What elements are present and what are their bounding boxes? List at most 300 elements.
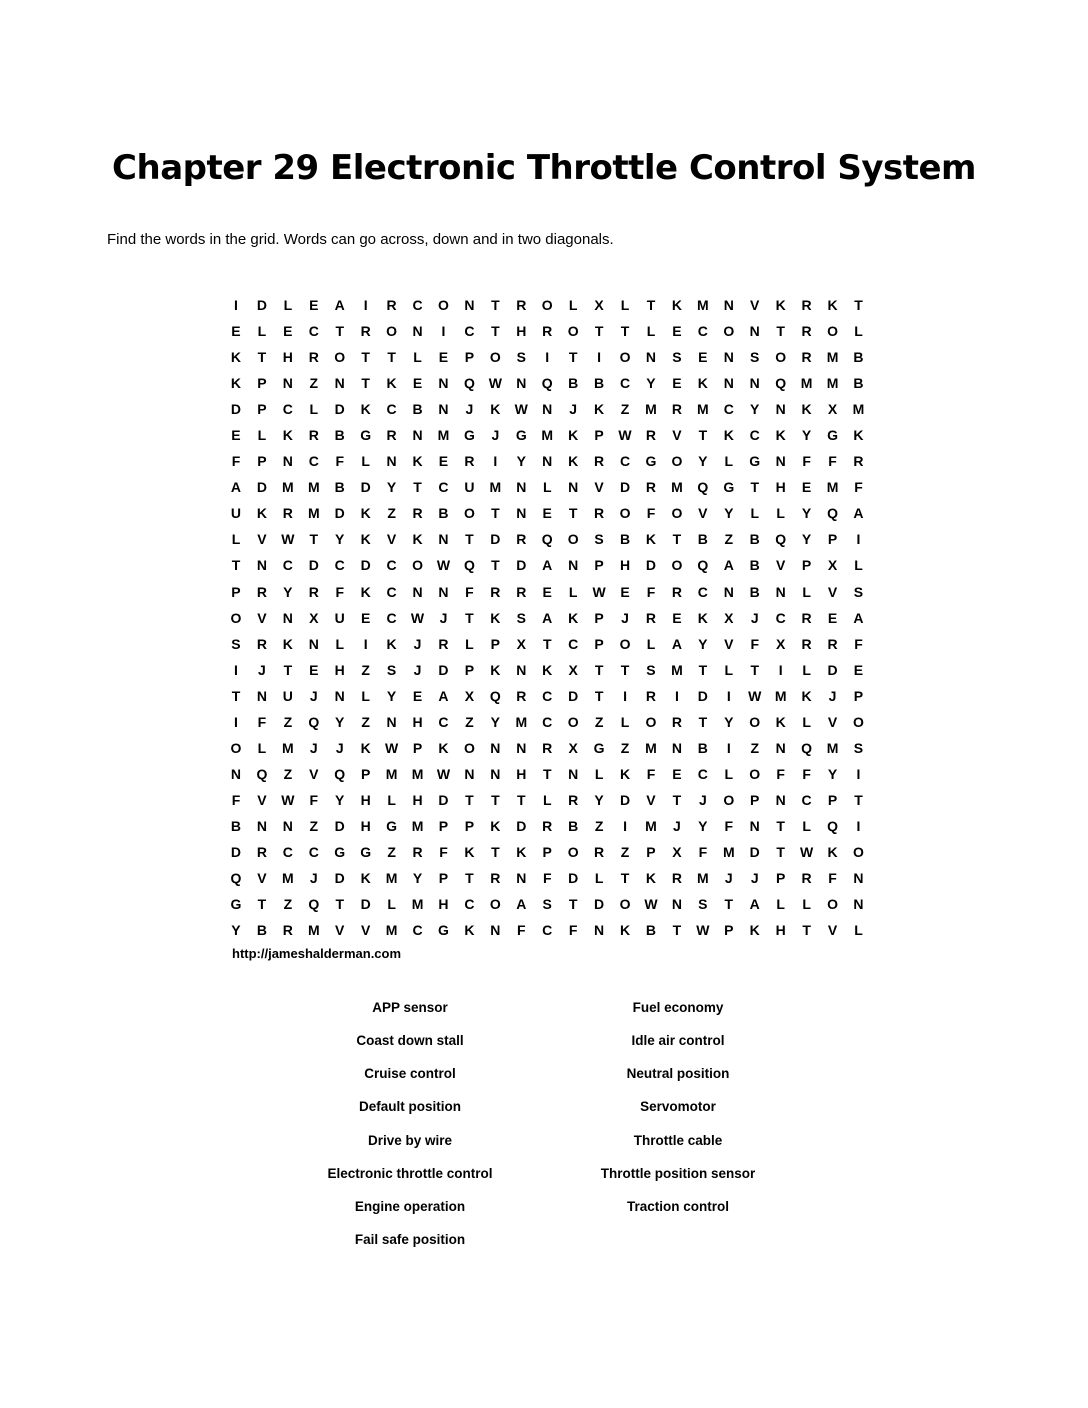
grid-letter: W bbox=[488, 375, 502, 392]
word-list-item: APP sensor bbox=[372, 1000, 448, 1015]
grid-letter: L bbox=[854, 323, 863, 340]
grid-letter: E bbox=[853, 661, 864, 678]
grid-letter: R bbox=[516, 687, 527, 704]
grid-letter: D bbox=[334, 870, 345, 887]
grid-letter: J bbox=[413, 635, 422, 652]
grid-letter: K bbox=[464, 844, 475, 860]
grid-letter: C bbox=[801, 791, 812, 808]
grid-letter: O bbox=[775, 349, 787, 366]
grid-letter: Q bbox=[308, 713, 320, 730]
grid-letter: T bbox=[465, 609, 474, 626]
grid-letter: T bbox=[491, 791, 500, 808]
word-list-item: Neutral position bbox=[626, 1066, 730, 1082]
grid-letter: M bbox=[411, 765, 424, 782]
grid-letter: K bbox=[490, 609, 501, 626]
grid-letter: W bbox=[384, 739, 399, 756]
grid-letter: N bbox=[386, 713, 397, 730]
grid-row bbox=[223, 370, 871, 396]
grid-letter: Z bbox=[594, 817, 604, 834]
grid-letter: B bbox=[594, 375, 605, 392]
grid-letter: Y bbox=[724, 713, 734, 730]
grid-letter: R bbox=[827, 635, 838, 652]
grid-letter: I bbox=[778, 661, 783, 678]
grid-letter: V bbox=[698, 505, 708, 522]
grid-letter: E bbox=[309, 661, 319, 678]
grid-letter: Y bbox=[724, 505, 734, 522]
grid-letter: K bbox=[360, 401, 371, 418]
grid-letter: R bbox=[645, 427, 657, 444]
grid-letter: R bbox=[282, 922, 293, 939]
grid-letter: I bbox=[234, 713, 238, 730]
grid-letter: X bbox=[594, 297, 604, 314]
grid-letter: L bbox=[646, 323, 656, 340]
grid-row bbox=[223, 448, 871, 474]
grid-letter: O bbox=[671, 505, 683, 522]
grid-letter: D bbox=[334, 505, 345, 522]
grid-letter: R bbox=[594, 453, 605, 470]
word-list-item: Default position bbox=[359, 1099, 461, 1115]
page-title: Chapter 29 Electronic Throttle Control System bbox=[112, 148, 976, 188]
grid-letter: D bbox=[256, 479, 267, 496]
grid-letter: G bbox=[463, 427, 475, 444]
grid-letter: Y bbox=[698, 635, 708, 652]
grid-letter: I bbox=[234, 661, 238, 678]
grid-letter: T bbox=[283, 661, 293, 678]
grid-letter: K bbox=[360, 583, 371, 600]
grid-letter: Q bbox=[308, 896, 320, 913]
grid-letter: M bbox=[411, 817, 424, 834]
grid-letter: P bbox=[464, 817, 475, 834]
grid-letter: T bbox=[776, 844, 785, 860]
grid-letter: N bbox=[723, 583, 734, 600]
grid-letter: D bbox=[230, 844, 242, 860]
grid-letter: C bbox=[723, 401, 734, 418]
grid-letter: Z bbox=[620, 401, 630, 418]
grid-letter: N bbox=[853, 870, 864, 887]
grid-letter: M bbox=[385, 922, 398, 939]
grid-letter: T bbox=[231, 687, 241, 704]
grid-letter: E bbox=[360, 609, 371, 626]
grid-letter: N bbox=[412, 427, 423, 444]
grid-letter: M bbox=[307, 922, 320, 939]
grid-row bbox=[223, 579, 871, 605]
grid-letter: D bbox=[594, 896, 605, 913]
grid-letter: T bbox=[620, 323, 630, 340]
grid-letter: F bbox=[517, 922, 526, 939]
grid-letter: P bbox=[231, 583, 241, 600]
grid-letter: O bbox=[463, 505, 475, 522]
grid-letter: R bbox=[516, 583, 527, 600]
grid-letter: P bbox=[801, 557, 812, 574]
grid-letter: Q bbox=[489, 687, 501, 704]
grid-letter: L bbox=[387, 896, 396, 913]
grid-letter: A bbox=[516, 896, 527, 913]
word-list-item: Electronic throttle control bbox=[327, 1165, 493, 1181]
grid-letter: Y bbox=[283, 583, 293, 600]
grid-letter: X bbox=[568, 661, 578, 678]
grid-letter: L bbox=[257, 323, 267, 340]
grid-letter: K bbox=[775, 297, 786, 314]
grid-letter: H bbox=[516, 323, 527, 340]
grid-letter: P bbox=[594, 635, 604, 652]
grid-letter: D bbox=[827, 661, 838, 678]
grid-letter: T bbox=[724, 896, 734, 913]
grid-letter: K bbox=[645, 531, 657, 548]
grid-letter: F bbox=[724, 817, 734, 834]
grid-letter: R bbox=[853, 453, 864, 470]
grid-letter: R bbox=[308, 583, 319, 600]
grid-row bbox=[223, 526, 871, 552]
grid-letter: F bbox=[828, 453, 837, 470]
grid-letter: T bbox=[672, 531, 682, 548]
grid-letter: R bbox=[464, 453, 475, 470]
grid-letter: N bbox=[723, 297, 734, 314]
grid-letter: P bbox=[464, 661, 475, 678]
grid-letter: N bbox=[775, 583, 786, 600]
word-list-item: Coast down stall bbox=[356, 1033, 464, 1049]
grid-letter: I bbox=[674, 687, 679, 704]
grid-letter: D bbox=[308, 557, 319, 574]
grid-letter: R bbox=[516, 297, 527, 314]
grid-letter: C bbox=[282, 844, 293, 860]
grid-letter: O bbox=[853, 713, 864, 730]
word-list-item: Idle air control bbox=[631, 1033, 725, 1049]
grid-letter: Y bbox=[386, 479, 397, 496]
grid-letter: V bbox=[386, 531, 397, 548]
grid-letter: L bbox=[802, 583, 811, 600]
grid-letter: D bbox=[490, 531, 501, 548]
grid-letter: M bbox=[826, 479, 839, 496]
grid-letter: T bbox=[620, 661, 630, 678]
grid-letter: Y bbox=[698, 453, 708, 470]
grid-letter: F bbox=[802, 765, 811, 782]
grid-letter: A bbox=[334, 297, 345, 314]
grid-letter: V bbox=[672, 427, 682, 444]
grid-letter: T bbox=[361, 375, 370, 392]
grid-letter: R bbox=[568, 791, 579, 808]
grid-letter: M bbox=[774, 687, 787, 704]
grid-letter: R bbox=[490, 583, 501, 600]
grid-letter: Q bbox=[827, 505, 838, 522]
grid-letter: P bbox=[594, 557, 604, 574]
grid-letter: O bbox=[489, 349, 501, 366]
grid-row bbox=[223, 292, 871, 318]
grid-letter: K bbox=[360, 870, 371, 887]
grid-letter: L bbox=[594, 765, 604, 782]
grid-letter: N bbox=[568, 479, 579, 496]
grid-letter: N bbox=[568, 557, 579, 574]
grid-letter: Y bbox=[827, 765, 838, 782]
grid-letter: F bbox=[568, 922, 578, 939]
grid-letter: T bbox=[568, 505, 578, 522]
grid-letter: D bbox=[360, 479, 371, 496]
grid-letter: N bbox=[516, 375, 527, 392]
grid-letter: S bbox=[594, 531, 604, 548]
grid-row bbox=[223, 631, 871, 657]
grid-letter: N bbox=[256, 687, 267, 704]
grid-letter: C bbox=[412, 297, 423, 314]
grid-letter: T bbox=[854, 297, 863, 314]
grid-letter: L bbox=[361, 687, 370, 704]
grid-letter: T bbox=[750, 479, 759, 496]
grid-letter: L bbox=[542, 479, 552, 496]
grid-letter: J bbox=[309, 870, 318, 887]
grid-letter: J bbox=[491, 427, 500, 444]
grid-letter: R bbox=[645, 609, 657, 626]
word-list-item: Fuel economy bbox=[632, 1000, 724, 1015]
grid-letter: Z bbox=[750, 739, 759, 756]
grid-letter: C bbox=[308, 844, 319, 860]
grid-letter: X bbox=[827, 557, 838, 574]
grid-letter: B bbox=[645, 922, 657, 939]
grid-letter: W bbox=[281, 531, 295, 548]
grid-letter: K bbox=[568, 453, 579, 470]
grid-letter: P bbox=[827, 791, 838, 808]
grid-letter: N bbox=[516, 505, 527, 522]
grid-letter: T bbox=[335, 896, 344, 913]
grid-letter: F bbox=[257, 713, 267, 730]
grid-letter: J bbox=[750, 870, 759, 887]
grid-letter: N bbox=[542, 401, 553, 418]
grid-letter: I bbox=[726, 739, 731, 756]
grid-letter: Z bbox=[361, 713, 370, 730]
grid-letter: G bbox=[360, 844, 372, 860]
grid-letter: K bbox=[490, 661, 501, 678]
grid-letter: D bbox=[230, 401, 242, 418]
grid-letter: A bbox=[749, 896, 760, 913]
grid-letter: J bbox=[439, 609, 448, 626]
grid-letter: T bbox=[517, 791, 526, 808]
grid-letter: B bbox=[568, 817, 579, 834]
grid-letter: Z bbox=[594, 713, 604, 730]
grid-letter: N bbox=[438, 583, 449, 600]
grid-letter: O bbox=[723, 791, 735, 808]
grid-letter: C bbox=[542, 922, 553, 939]
grid-letter: N bbox=[256, 817, 267, 834]
grid-letter: T bbox=[594, 323, 604, 340]
grid-letter: K bbox=[697, 609, 708, 626]
grid-letter: J bbox=[258, 661, 266, 678]
grid-letter: T bbox=[698, 713, 708, 730]
grid-letter: K bbox=[386, 375, 397, 392]
grid-letter: O bbox=[749, 765, 761, 782]
grid-letter: M bbox=[307, 505, 320, 522]
grid-letter: N bbox=[775, 739, 786, 756]
grid-letter: V bbox=[750, 297, 760, 314]
grid-letter: T bbox=[387, 349, 396, 366]
grid-letter: L bbox=[724, 661, 734, 678]
grid-letter: R bbox=[256, 844, 267, 860]
grid-letter: N bbox=[334, 375, 345, 392]
grid-letter: C bbox=[568, 635, 579, 652]
grid-letter: O bbox=[853, 844, 864, 860]
grid-letter: G bbox=[386, 817, 398, 834]
grid-letter: D bbox=[334, 817, 345, 834]
grid-letter: K bbox=[671, 297, 682, 314]
grid-letter: C bbox=[697, 583, 708, 600]
grid-letter: V bbox=[827, 583, 838, 600]
grid-letter: R bbox=[308, 427, 319, 444]
grid-letter: Z bbox=[283, 713, 293, 730]
word-list-item: Engine operation bbox=[354, 1198, 466, 1214]
grid-letter: M bbox=[282, 739, 294, 756]
grid-letter: O bbox=[386, 323, 398, 340]
grid-letter: S bbox=[853, 739, 864, 756]
grid-letter: N bbox=[775, 401, 786, 418]
grid-letter: N bbox=[516, 739, 527, 756]
grid-letter: G bbox=[360, 427, 372, 444]
grid-letter: H bbox=[516, 765, 527, 782]
grid-letter: M bbox=[722, 844, 735, 860]
grid-letter: L bbox=[283, 297, 293, 314]
grid-letter: Q bbox=[230, 870, 242, 887]
grid-letter: N bbox=[282, 817, 293, 834]
grid-letter: F bbox=[335, 453, 344, 470]
grid-letter: S bbox=[231, 635, 241, 652]
grid-letter: U bbox=[230, 505, 242, 522]
grid-letter: J bbox=[621, 609, 629, 626]
grid-letter: D bbox=[516, 557, 527, 574]
grid-letter: Y bbox=[646, 375, 656, 392]
grid-letter: R bbox=[308, 349, 319, 366]
grid-row bbox=[223, 813, 871, 839]
grid-row bbox=[223, 318, 871, 344]
grid-letter: K bbox=[412, 453, 423, 470]
grid-letter: O bbox=[619, 349, 631, 366]
grid-letter: T bbox=[491, 297, 500, 314]
grid-letter: M bbox=[411, 896, 424, 913]
grid-letter: Y bbox=[412, 870, 423, 887]
grid-letter: T bbox=[257, 896, 267, 913]
grid-row bbox=[223, 683, 871, 709]
grid-letter: W bbox=[436, 557, 451, 574]
grid-letter: O bbox=[723, 323, 735, 340]
grid-letter: M bbox=[437, 427, 450, 444]
grid-letter: S bbox=[646, 661, 656, 678]
grid-row bbox=[223, 605, 871, 631]
grid-letter: S bbox=[516, 609, 526, 626]
grid-letter: E bbox=[412, 375, 423, 392]
grid-letter: L bbox=[646, 635, 656, 652]
grid-letter: O bbox=[334, 349, 346, 366]
grid-letter: E bbox=[698, 349, 708, 366]
grid-letter: N bbox=[749, 817, 760, 834]
grid-letter: S bbox=[750, 349, 760, 366]
grid-letter: Z bbox=[309, 817, 319, 834]
grid-letter: N bbox=[516, 870, 527, 887]
grid-letter: N bbox=[412, 323, 423, 340]
grid-letter: N bbox=[594, 922, 605, 939]
grid-letter: K bbox=[723, 427, 734, 444]
word-list-item: Fail safe position bbox=[354, 1232, 466, 1248]
grid-letter: Z bbox=[309, 375, 319, 392]
grid-letter: E bbox=[309, 297, 319, 314]
grid-letter: K bbox=[542, 661, 553, 678]
grid-letter: D bbox=[334, 401, 345, 418]
grid-letter: D bbox=[619, 791, 631, 808]
grid-letter: Z bbox=[361, 661, 370, 678]
grid-letter: T bbox=[465, 870, 474, 887]
grid-letter: N bbox=[645, 349, 657, 366]
grid-letter: W bbox=[281, 791, 295, 808]
grid-row bbox=[223, 735, 871, 761]
grid-letter: O bbox=[619, 505, 631, 522]
grid-letter: R bbox=[386, 297, 397, 314]
grid-letter: R bbox=[671, 713, 682, 730]
grid-letter: L bbox=[257, 739, 267, 756]
grid-letter: M bbox=[645, 401, 657, 418]
grid-letter: N bbox=[438, 531, 449, 548]
grid-letter: Y bbox=[594, 791, 604, 808]
grid-letter: R bbox=[801, 349, 812, 366]
grid-letter: B bbox=[749, 531, 760, 548]
grid-letter: E bbox=[283, 323, 293, 340]
grid-letter: N bbox=[775, 791, 786, 808]
grid-letter: S bbox=[853, 583, 864, 600]
grid-letter: S bbox=[542, 896, 552, 913]
grid-letter: P bbox=[464, 349, 475, 366]
grid-letter: C bbox=[334, 557, 345, 574]
grid-letter: E bbox=[672, 323, 682, 340]
grid-letter: R bbox=[386, 427, 397, 444]
grid-letter: T bbox=[491, 505, 500, 522]
grid-letter: V bbox=[257, 531, 267, 548]
grid-letter: H bbox=[282, 349, 293, 366]
grid-letter: P bbox=[257, 401, 267, 418]
word-list-item: Traction control bbox=[626, 1198, 729, 1214]
grid-letter: K bbox=[412, 531, 423, 548]
grid-letter: N bbox=[308, 635, 319, 652]
grid-letter: L bbox=[620, 297, 630, 314]
grid-letter: R bbox=[645, 479, 657, 496]
grid-letter: X bbox=[724, 609, 734, 626]
grid-letter: K bbox=[490, 817, 501, 834]
grid-letter: P bbox=[594, 427, 604, 444]
grid-letter: R bbox=[360, 323, 371, 340]
grid-letter: N bbox=[256, 557, 267, 574]
grid-letter: M bbox=[826, 349, 839, 366]
grid-letter: V bbox=[775, 557, 786, 574]
grid-letter: E bbox=[438, 453, 449, 470]
grid-letter: L bbox=[776, 896, 785, 913]
grid-letter: O bbox=[827, 896, 838, 913]
grid-letter: O bbox=[541, 297, 553, 314]
grid-letter: T bbox=[672, 791, 682, 808]
grid-letter: C bbox=[386, 401, 397, 418]
grid-letter: W bbox=[410, 609, 425, 626]
grid-letter: R bbox=[542, 817, 553, 834]
grid-letter: I bbox=[545, 349, 550, 366]
grid-letter: T bbox=[231, 557, 241, 574]
grid-letter: C bbox=[464, 323, 475, 340]
grid-letter: R bbox=[594, 505, 605, 522]
grid-letter: D bbox=[619, 479, 631, 496]
grid-letter: M bbox=[697, 401, 709, 418]
grid-letter: M bbox=[671, 479, 683, 496]
grid-letter: F bbox=[828, 870, 837, 887]
grid-letter: B bbox=[438, 505, 449, 522]
grid-letter: R bbox=[490, 870, 501, 887]
word-list-item: Drive by wire bbox=[367, 1132, 453, 1148]
grid-letter: K bbox=[853, 427, 864, 444]
grid-letter: O bbox=[230, 609, 242, 626]
grid-letter: R bbox=[801, 635, 812, 652]
grid-letter: H bbox=[360, 817, 371, 834]
grid-letter: F bbox=[646, 583, 656, 600]
grid-row bbox=[223, 917, 871, 943]
grid-letter: W bbox=[748, 687, 762, 704]
grid-letter: Y bbox=[335, 791, 345, 808]
